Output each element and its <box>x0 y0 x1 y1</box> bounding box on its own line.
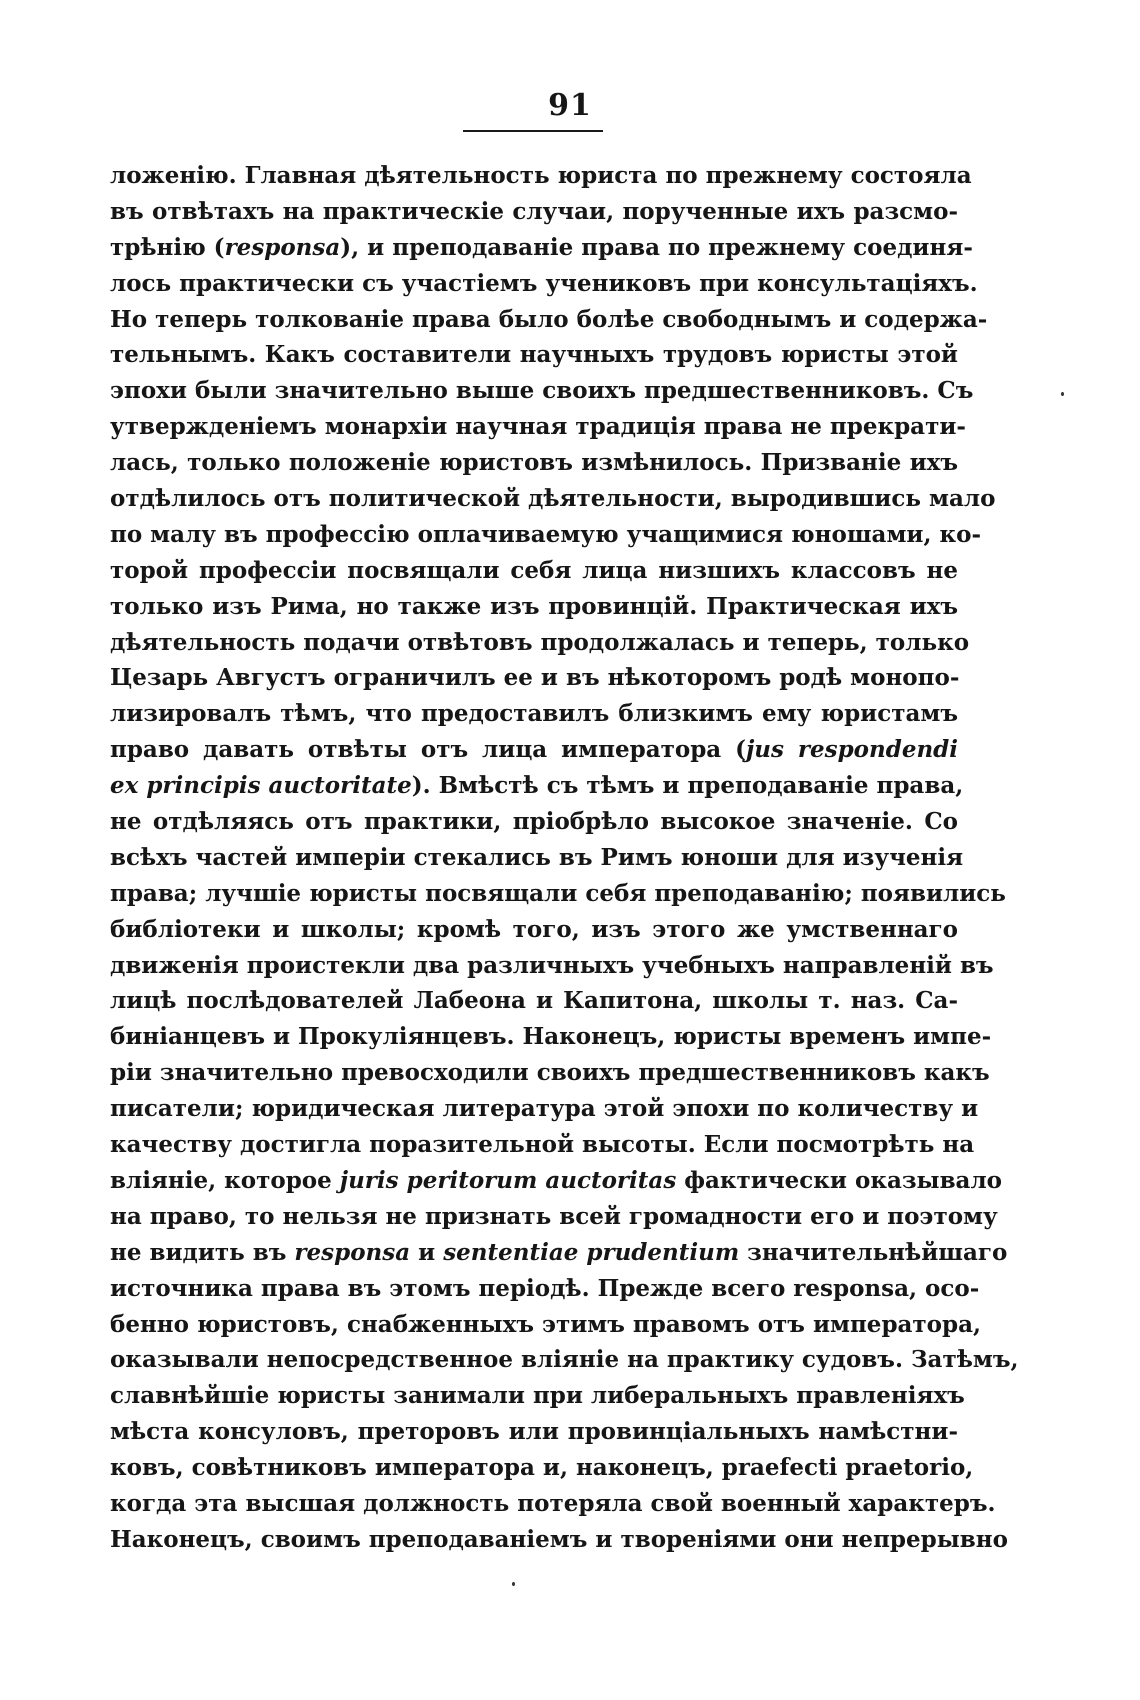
text-line <box>110 589 958 625</box>
text-line <box>110 445 958 481</box>
text-line <box>110 1450 974 1486</box>
text-line <box>110 230 973 266</box>
text-line <box>110 1235 1008 1271</box>
text-line <box>110 1414 958 1450</box>
text-segment: отдѣлилось отъ политической дѣятельности, выродившись мало <box>110 485 996 513</box>
text-segment: качеству достигла поразительной высоты. Если посмотрѣть на <box>110 1131 975 1159</box>
text-segment: фактически оказывало <box>676 1166 1003 1194</box>
text-segment: лицѣ послѣдователей Лабеона и Капитона, школы т. наз. Са- <box>110 987 958 1015</box>
text-line <box>110 876 1006 912</box>
text-segment: мѣста консуловъ, преторовъ или провинціальныхъ намѣстни- <box>110 1418 958 1446</box>
text-line <box>110 1342 1019 1378</box>
latin-term: responsa <box>294 1238 411 1266</box>
text-line <box>110 1055 990 1091</box>
text-line <box>110 1271 980 1307</box>
text-line <box>110 1127 975 1163</box>
text-segment: не видить въ <box>110 1238 295 1266</box>
latin-term: juris peritorum auctoritas <box>339 1166 677 1194</box>
text-line <box>110 660 958 696</box>
text-segment: ріи значительно превосходили своихъ предшественниковъ какъ <box>110 1059 990 1087</box>
text-line <box>110 517 981 553</box>
text-segment: ложенію. Главная дѣятельность юриста по прежнему состояла <box>110 162 972 189</box>
text-segment: дѣятельность подачи отвѣтовъ продолжалась и теперь, только <box>110 628 970 656</box>
text-segment: тельнымъ. Какъ составители научныхъ трудовъ юристы этой <box>110 341 958 369</box>
text-segment: ковъ, совѣтниковъ императора и, наконецъ, praefecti praetorio, <box>110 1454 974 1482</box>
text-segment: бенно юристовъ, снабженныхъ этимъ правомъ отъ императора, <box>110 1310 982 1338</box>
text-segment: эпохи были значительно выше своихъ предшественниковъ. Съ <box>110 377 974 405</box>
text-segment: Цезарь Августъ ограничилъ ее и въ нѣкоторомъ родѣ монопо- <box>110 664 960 692</box>
text-line <box>110 768 964 804</box>
text-line <box>110 337 958 373</box>
text-line <box>110 948 994 984</box>
text-segment: въ отвѣтахъ на практическіе случаи, порученные ихъ разсмо- <box>110 197 958 225</box>
text-segment: на право, то нельзя не признать всей громадности его и поэтому <box>110 1202 998 1230</box>
text-line <box>110 912 958 948</box>
text-line <box>110 696 958 732</box>
text-segment: биніанцевъ и Прокуліянцевъ. Наконецъ, юристы временъ импе- <box>110 1023 992 1051</box>
text-segment: оказывали непосредственное вліяніе на практику судовъ. Затѣмъ, <box>110 1346 1019 1374</box>
text-segment: писатели; юридическая литература этой эпохи по количеству и <box>110 1095 979 1123</box>
text-line <box>110 1378 965 1414</box>
text-segment: славнѣйшіе юристы занимали при либеральныхъ правленіяхъ <box>110 1382 965 1410</box>
text-segment: Но теперь толкованіе права было болѣе свободнымъ и содержа- <box>110 305 988 333</box>
text-line <box>110 158 972 194</box>
text-line <box>110 804 958 840</box>
text-line <box>110 1486 996 1522</box>
text-segment: торой профессіи посвящали себя лица низшихъ классовъ не <box>110 556 958 584</box>
text-segment: право давать отвѣты отъ лица императора ( <box>110 736 746 764</box>
text-line <box>110 481 996 517</box>
text-segment: Наконецъ, своимъ преподаваніемъ и твореніями они непрерывно <box>110 1525 1008 1553</box>
text-line <box>110 1522 1008 1558</box>
text-line <box>110 840 964 876</box>
text-segment: когда эта высшая должность потеряла свой военный характеръ. <box>110 1489 996 1517</box>
text-line <box>110 194 958 230</box>
text-segment: значительнѣйшаго <box>739 1238 1008 1266</box>
body-text <box>110 158 1019 1558</box>
margin-speck <box>1061 392 1064 396</box>
text-segment: права; лучшіе юристы посвящали себя преподаванію; появились <box>110 879 1006 907</box>
latin-term: responsa <box>224 233 341 261</box>
text-segment: по малу въ профессію оплачиваемую учащимися юношами, ко- <box>110 520 981 548</box>
page-number: 91 <box>548 88 592 123</box>
latin-term: jus respondendi <box>745 736 958 764</box>
text-line <box>110 266 978 302</box>
page-number-rule <box>463 130 603 132</box>
text-line <box>110 302 988 338</box>
text-segment: утвержденіемъ монархіи научная традиція права не прекрати- <box>110 413 966 441</box>
text-line <box>110 1163 1003 1199</box>
text-segment: лизировалъ тѣмъ, что предоставилъ близкимъ ему юристамъ <box>110 700 958 728</box>
text-line <box>110 409 966 445</box>
text-line <box>110 732 958 768</box>
text-segment: и <box>410 1238 444 1266</box>
text-segment: только изъ Рима, но также изъ провинцій. Практическая ихъ <box>110 592 958 620</box>
text-segment: библіотеки и школы; кромѣ того, изъ этого же умственнаго <box>110 915 958 943</box>
text-segment: вліяніе, которое <box>110 1166 340 1194</box>
text-segment: не отдѣляясь отъ практики, пріобрѣло высокое значеніе. Со <box>110 808 958 836</box>
text-line <box>110 983 958 1019</box>
text-segment: лось практически съ участіемъ учениковъ при консультаціяхъ. <box>110 269 978 297</box>
text-line <box>110 553 958 589</box>
text-line <box>110 1199 998 1235</box>
text-segment: ). Вмѣстѣ съ тѣмъ и преподаваніе права, <box>411 772 964 800</box>
text-line <box>110 625 970 661</box>
text-line <box>110 373 974 409</box>
text-segment: движенія проистекли два различныхъ учебныхъ направленій въ <box>110 951 994 979</box>
text-line <box>110 1019 992 1055</box>
text-segment: трѣнію ( <box>110 233 225 261</box>
text-segment: лась, только положеніе юристовъ измѣнилось. Призваніе ихъ <box>110 449 958 477</box>
bottom-speck <box>512 1582 515 1586</box>
latin-term: ex principis auctoritate <box>110 772 412 800</box>
text-line <box>110 1091 979 1127</box>
text-segment: источника права въ этомъ періодѣ. Прежде всего responsa, осо- <box>110 1274 980 1302</box>
latin-term: sententiae prudentium <box>443 1238 740 1266</box>
text-segment: всѣхъ частей имперіи стекались въ Римъ юноши для изученія <box>110 843 964 871</box>
text-line <box>110 1307 982 1343</box>
text-segment: ), и преподаваніе права по прежнему соединя- <box>340 233 973 261</box>
